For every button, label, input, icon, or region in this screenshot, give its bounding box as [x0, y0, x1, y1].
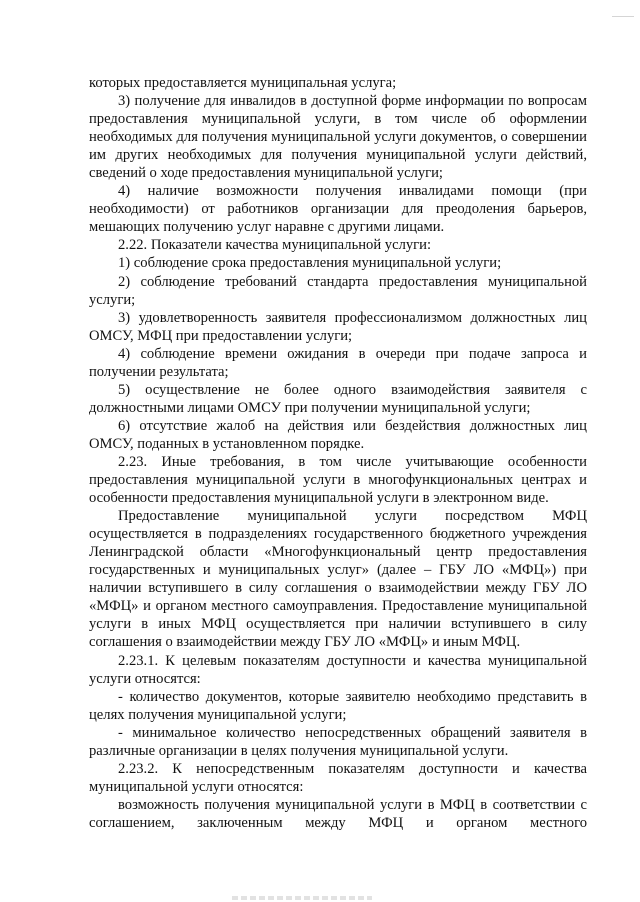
paragraph-15: - минимальное количество непосредственных обращений заявителя в различные организации в целях получения муниципальной услуги. — [89, 724, 587, 759]
paragraph-10: 6) отсутствие жалоб на действия или бездействия должностных лиц ОМСУ, поданных в установленном порядке. — [89, 417, 587, 452]
paragraph-1: которых предоставляется муниципальная услуга; — [89, 75, 397, 91]
paragraph-9: 5) осуществление не более одного взаимодействия заявителя с должностными лицами ОМСУ при получении муниципальной услуги; — [89, 381, 587, 416]
paragraph-16: 2.23.2. К непосредственным показателям доступности и качества муниципальной услуги относятся: — [89, 760, 587, 795]
paragraph-13: 2.23.1. К целевым показателям доступности и качества муниципальной услуги относятся: — [89, 652, 587, 687]
paragraph-14: - количество документов, которые заявителю необходимо представить в целях получения муниципальной услуги; — [89, 688, 587, 723]
scan-bottom-mark — [232, 896, 372, 900]
paragraph-4: 2.22. Показатели качества муниципальной услуги: — [118, 237, 431, 254]
document-body — [89, 74, 587, 832]
paragraph-7: 3) удовлетворенность заявителя профессионализмом должностных лиц ОМСУ, МФЦ при предоставлении услуги; — [89, 309, 587, 344]
paragraph-3: 4) наличие возможности получения инвалидами помощи (при необходимости) от работников организации для преодоления барьеров, мешающих получению услуг наравне с другими лицами. — [89, 183, 587, 236]
paragraph-5: 1) соблюдение срока предоставления муниципальной услуги; — [118, 255, 502, 272]
paragraph-2: 3) получение для инвалидов в доступной форме информации по вопросам предоставления муниципальной услуги, в том числе об оформлении необходимых для получения муниципальной услуги документов, о совершении им других необходимых для получения муниципальной услуги действий, сведений о ходе предоставления муниципальной услуги; — [89, 93, 587, 182]
paragraph-12: Предоставление муниципальной услуги посредством МФЦ осуществляется в подразделениях государственного бюджетного учреждения Ленинградской области «Многофункциональный центр предоставления государственных и муниципальных услуг» (далее – ГБУ ЛО «МФЦ») при наличии вступившего в силу соглашения о взаимодействии между ГБУ ЛО «МФЦ» и органом местного самоуправления. Предоставление муниципальной услуги в иных МФЦ осуществляется при наличии вступившего в силу соглашения о взаимодействии между ГБУ ЛО «МФЦ» и иным МФЦ. — [89, 508, 587, 651]
scan-edge-mark — [612, 16, 634, 17]
paragraph-11: 2.23. Иные требования, в том числе учитывающие особенности предоставления муниципальной услуги в многофункциональных центрах и особенности предоставления муниципальной услуги в электронном виде. — [89, 453, 587, 507]
paragraph-17: возможность получения муниципальной услуги в МФЦ в соответствии с соглашением, заключенным между МФЦ и органом местного — [89, 796, 587, 831]
paragraph-8: 4) соблюдение времени ожидания в очереди при подаче запроса и получении результата; — [89, 345, 587, 380]
paragraph-6: 2) соблюдение требований стандарта предоставления муниципальной услуги; — [89, 273, 587, 308]
